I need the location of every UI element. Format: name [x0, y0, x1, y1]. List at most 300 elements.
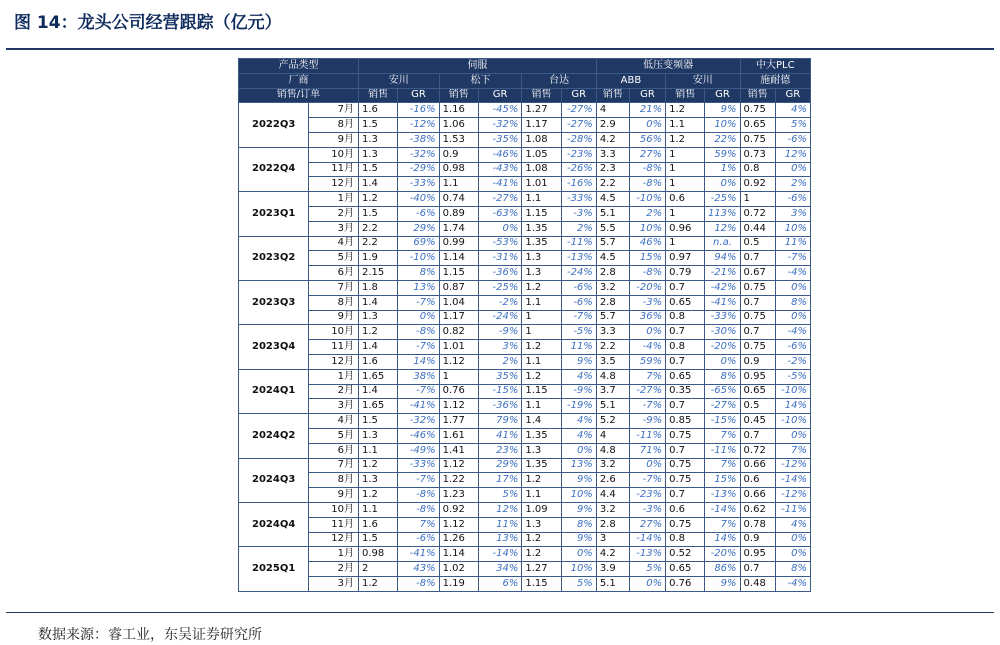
header-row-category: [239, 59, 811, 74]
sales-cell: 1.3: [358, 310, 397, 325]
table-row: [239, 118, 811, 133]
growth-cell: 0%: [775, 280, 810, 295]
growth-cell: 56%: [629, 132, 665, 147]
growth-cell: -6%: [398, 532, 439, 547]
growth-cell: 35%: [478, 369, 521, 384]
top-rule: [6, 48, 994, 50]
growth-cell: 34%: [478, 562, 521, 577]
sales-cell: 1: [666, 206, 705, 221]
growth-cell: -30%: [705, 325, 740, 340]
growth-cell: -28%: [561, 132, 596, 147]
quarter-label: 2025Q1: [239, 547, 309, 591]
sales-cell: 0.8: [666, 310, 705, 325]
sales-cell: 0.7: [666, 325, 705, 340]
sales-cell: 0.95: [740, 369, 775, 384]
sales-cell: 1.4: [358, 177, 397, 192]
growth-cell: 13%: [561, 458, 596, 473]
table-row: [239, 132, 811, 147]
growth-cell: 29%: [398, 221, 439, 236]
source-note: 数据来源：睿工业，东吴证券研究所: [38, 627, 262, 643]
sales-cell: 0.73: [740, 147, 775, 162]
growth-cell: -27%: [478, 192, 521, 207]
growth-cell: 14%: [775, 399, 810, 414]
quarter-label: 2023Q3: [239, 280, 309, 324]
sales-cell: 1.04: [439, 295, 478, 310]
growth-cell: 2%: [561, 221, 596, 236]
growth-cell: 15%: [705, 473, 740, 488]
sales-cell: 1.2: [522, 340, 561, 355]
sales-cell: 1: [666, 236, 705, 251]
sales-cell: 2.3: [596, 162, 629, 177]
sales-header: 销售: [596, 88, 629, 103]
growth-cell: -45%: [478, 103, 521, 118]
sales-cell: 1.2: [358, 488, 397, 503]
sales-header: 销售: [522, 88, 561, 103]
vendor-header: 安川: [666, 73, 740, 88]
sales-cell: 0.9: [439, 147, 478, 162]
sales-cell: 0.98: [439, 162, 478, 177]
sales-cell: 1.4: [358, 295, 397, 310]
growth-cell: -35%: [478, 132, 521, 147]
sales-cell: 5.2: [596, 414, 629, 429]
sales-cell: 0.96: [666, 221, 705, 236]
growth-cell: -9%: [561, 384, 596, 399]
table-row: [239, 192, 811, 207]
table-row: [239, 147, 811, 162]
growth-cell: -7%: [629, 399, 665, 414]
sales-cell: 0.97: [666, 251, 705, 266]
growth-cell: -8%: [398, 488, 439, 503]
gr-header: GR: [629, 88, 665, 103]
sales-cell: 3: [596, 532, 629, 547]
growth-cell: 10%: [629, 221, 665, 236]
growth-cell: 41%: [478, 428, 521, 443]
sales-cell: 1: [522, 325, 561, 340]
growth-cell: 79%: [478, 414, 521, 429]
growth-cell: -12%: [775, 458, 810, 473]
growth-cell: 7%: [775, 443, 810, 458]
growth-cell: 13%: [478, 532, 521, 547]
growth-cell: -33%: [705, 310, 740, 325]
sales-cell: 1.3: [358, 147, 397, 162]
sales-cell: 1.15: [522, 576, 561, 591]
growth-cell: 0%: [705, 354, 740, 369]
growth-cell: -21%: [705, 266, 740, 281]
growth-cell: -4%: [775, 576, 810, 591]
growth-cell: 113%: [705, 206, 740, 221]
sales-cell: 0.74: [439, 192, 478, 207]
sales-cell: 1.23: [439, 488, 478, 503]
month-label: 9月: [309, 488, 359, 503]
growth-cell: -23%: [629, 488, 665, 503]
quarter-label: 2024Q1: [239, 369, 309, 413]
figure-title: 图 14：龙头公司经营跟踪（亿元）: [14, 13, 282, 33]
growth-cell: 0%: [629, 118, 665, 133]
growth-cell: -27%: [561, 118, 596, 133]
growth-cell: -4%: [629, 340, 665, 355]
growth-cell: -5%: [775, 369, 810, 384]
growth-cell: -7%: [561, 310, 596, 325]
growth-cell: -14%: [775, 473, 810, 488]
quarter-label: 2022Q3: [239, 103, 309, 147]
table-row: [239, 369, 811, 384]
growth-cell: 8%: [398, 266, 439, 281]
growth-cell: -8%: [629, 266, 665, 281]
month-label: 2月: [309, 562, 359, 577]
sales-cell: 5.7: [596, 310, 629, 325]
sales-cell: 1.4: [358, 340, 397, 355]
growth-cell: -7%: [775, 251, 810, 266]
sales-cell: 0.99: [439, 236, 478, 251]
month-label: 3月: [309, 399, 359, 414]
sales-cell: 1.3: [358, 428, 397, 443]
growth-cell: 7%: [705, 458, 740, 473]
growth-cell: -43%: [478, 162, 521, 177]
sales-cell: 1.5: [358, 118, 397, 133]
growth-cell: -6%: [398, 206, 439, 221]
growth-cell: 15%: [629, 251, 665, 266]
sales-cell: 3.3: [596, 325, 629, 340]
growth-cell: -7%: [398, 295, 439, 310]
growth-cell: 10%: [705, 118, 740, 133]
growth-cell: -2%: [478, 295, 521, 310]
sales-cell: 0.72: [740, 206, 775, 221]
sales-cell: 0.7: [666, 399, 705, 414]
growth-cell: -32%: [398, 147, 439, 162]
sales-cell: 0.65: [666, 369, 705, 384]
sales-cell: 1.12: [439, 517, 478, 532]
growth-cell: -4%: [775, 325, 810, 340]
growth-cell: -10%: [629, 192, 665, 207]
sales-cell: 2.8: [596, 295, 629, 310]
growth-cell: 59%: [629, 354, 665, 369]
growth-cell: 27%: [629, 517, 665, 532]
sales-cell: 1.2: [358, 458, 397, 473]
growth-cell: -13%: [629, 547, 665, 562]
growth-cell: 71%: [629, 443, 665, 458]
sales-cell: 2: [358, 562, 397, 577]
sales-cell: 1.27: [522, 562, 561, 577]
category-header: 低压变频器: [596, 59, 740, 74]
table-row: [239, 562, 811, 577]
growth-cell: -42%: [705, 280, 740, 295]
growth-cell: -11%: [629, 428, 665, 443]
growth-cell: 0%: [629, 576, 665, 591]
month-label: 5月: [309, 251, 359, 266]
sales-cell: 0.66: [740, 458, 775, 473]
sales-cell: 1.01: [439, 340, 478, 355]
sales-cell: 1.2: [666, 132, 705, 147]
growth-cell: -3%: [561, 206, 596, 221]
growth-cell: 7%: [398, 517, 439, 532]
table-row: [239, 458, 811, 473]
sales-cell: 1.12: [439, 354, 478, 369]
sales-cell: 0.92: [439, 502, 478, 517]
sales-cell: 0.35: [666, 384, 705, 399]
sales-cell: 1.1: [522, 192, 561, 207]
sales-cell: 0.92: [740, 177, 775, 192]
sales-cell: 0.75: [740, 310, 775, 325]
growth-cell: 8%: [775, 295, 810, 310]
growth-cell: -25%: [478, 280, 521, 295]
sales-cell: 0.95: [740, 547, 775, 562]
sales-cell: 0.67: [740, 266, 775, 281]
sales-cell: 5.1: [596, 206, 629, 221]
growth-cell: -7%: [398, 473, 439, 488]
sales-cell: 0.75: [740, 340, 775, 355]
sales-cell: 1.5: [358, 532, 397, 547]
sales-cell: 1.35: [522, 221, 561, 236]
sales-cell: 1: [666, 162, 705, 177]
growth-cell: 12%: [775, 147, 810, 162]
sales-cell: 0.5: [740, 236, 775, 251]
growth-cell: -46%: [398, 428, 439, 443]
growth-cell: 2%: [629, 206, 665, 221]
month-label: 7月: [309, 458, 359, 473]
growth-cell: -41%: [705, 295, 740, 310]
sales-cell: 0.87: [439, 280, 478, 295]
growth-cell: -27%: [705, 399, 740, 414]
growth-cell: -8%: [629, 162, 665, 177]
sales-cell: 1.4: [522, 414, 561, 429]
sales-cell: 0.75: [666, 517, 705, 532]
growth-cell: -12%: [775, 488, 810, 503]
quarter-label: 2024Q3: [239, 458, 309, 502]
sales-header: 销售: [666, 88, 705, 103]
growth-cell: -24%: [561, 266, 596, 281]
gr-header: GR: [775, 88, 810, 103]
sales-cell: 2.9: [596, 118, 629, 133]
sales-header: 销售: [358, 88, 397, 103]
month-label: 3月: [309, 576, 359, 591]
growth-cell: 4%: [775, 103, 810, 118]
sales-cell: 1.14: [439, 547, 478, 562]
month-label: 7月: [309, 280, 359, 295]
sales-cell: 0.79: [666, 266, 705, 281]
sales-cell: 1.3: [358, 132, 397, 147]
sales-cell: 0.7: [740, 295, 775, 310]
growth-cell: 43%: [398, 562, 439, 577]
growth-cell: -14%: [478, 547, 521, 562]
growth-cell: 9%: [561, 354, 596, 369]
growth-cell: 14%: [398, 354, 439, 369]
sales-cell: 1.3: [358, 473, 397, 488]
month-label: 7月: [309, 103, 359, 118]
table-row: [239, 266, 811, 281]
growth-cell: 5%: [561, 576, 596, 591]
sales-cell: 1.2: [358, 576, 397, 591]
month-label: 8月: [309, 295, 359, 310]
growth-cell: 12%: [478, 502, 521, 517]
sales-cell: 0.6: [666, 192, 705, 207]
sales-cell: 0.6: [666, 502, 705, 517]
sales-cell: 1: [666, 147, 705, 162]
sales-cell: 0.8: [740, 162, 775, 177]
month-label: 11月: [309, 162, 359, 177]
growth-cell: -6%: [561, 280, 596, 295]
quarter-label: 2023Q2: [239, 236, 309, 280]
sales-cell: 1.1: [522, 399, 561, 414]
growth-cell: 29%: [478, 458, 521, 473]
growth-cell: -32%: [398, 414, 439, 429]
month-label: 12月: [309, 354, 359, 369]
growth-cell: -53%: [478, 236, 521, 251]
growth-cell: -10%: [775, 414, 810, 429]
growth-cell: 2%: [775, 177, 810, 192]
month-label: 12月: [309, 177, 359, 192]
growth-cell: -13%: [705, 488, 740, 503]
growth-cell: -24%: [478, 310, 521, 325]
sales-cell: 1.14: [439, 251, 478, 266]
month-label: 10月: [309, 502, 359, 517]
sales-cell: 0.65: [666, 562, 705, 577]
sales-header: 销售: [740, 88, 775, 103]
growth-cell: 4%: [561, 428, 596, 443]
growth-cell: 69%: [398, 236, 439, 251]
month-label: 1月: [309, 369, 359, 384]
sales-cell: 5.1: [596, 576, 629, 591]
table-row: [239, 517, 811, 532]
growth-cell: -15%: [478, 384, 521, 399]
table-row: [239, 280, 811, 295]
sales-cell: 0.7: [740, 428, 775, 443]
growth-cell: -13%: [561, 251, 596, 266]
vendor-header: 台达: [522, 73, 596, 88]
month-label: 6月: [309, 443, 359, 458]
sales-cell: 3.2: [596, 458, 629, 473]
sales-cell: 0.7: [666, 280, 705, 295]
sales-cell: 0.44: [740, 221, 775, 236]
growth-cell: 94%: [705, 251, 740, 266]
growth-cell: -8%: [398, 325, 439, 340]
sales-cell: 0.7: [740, 325, 775, 340]
growth-cell: -3%: [629, 502, 665, 517]
growth-cell: -11%: [775, 502, 810, 517]
sales-cell: 1.2: [522, 280, 561, 295]
vendor-header: 安川: [358, 73, 439, 88]
quarter-label: 2023Q1: [239, 192, 309, 236]
sales-cell: 4.2: [596, 132, 629, 147]
growth-cell: -15%: [705, 414, 740, 429]
month-label: 9月: [309, 132, 359, 147]
growth-cell: -31%: [478, 251, 521, 266]
growth-cell: -10%: [775, 384, 810, 399]
gr-header: GR: [705, 88, 740, 103]
sales-cell: 1.15: [522, 384, 561, 399]
sales-cell: 1.5: [358, 162, 397, 177]
sales-cell: 1.1: [522, 295, 561, 310]
sales-cell: 1: [740, 192, 775, 207]
growth-cell: 3%: [478, 340, 521, 355]
sales-cell: 4.5: [596, 192, 629, 207]
sales-cell: 3.2: [596, 502, 629, 517]
sales-cell: 0.75: [740, 280, 775, 295]
sales-cell: 1.08: [522, 132, 561, 147]
growth-cell: 8%: [705, 369, 740, 384]
growth-cell: -25%: [705, 192, 740, 207]
growth-cell: -8%: [629, 177, 665, 192]
bottom-rule: [6, 612, 994, 613]
sales-cell: 3.2: [596, 280, 629, 295]
table-row: [239, 310, 811, 325]
sales-cell: 2.15: [358, 266, 397, 281]
sales-cell: 0.62: [740, 502, 775, 517]
sales-cell: 1.1: [358, 502, 397, 517]
growth-cell: 8%: [561, 517, 596, 532]
quarter-label: 2024Q2: [239, 414, 309, 458]
growth-cell: -12%: [398, 118, 439, 133]
growth-cell: 38%: [398, 369, 439, 384]
sales-cell: 0.75: [666, 473, 705, 488]
sales-cell: 2.2: [596, 340, 629, 355]
growth-cell: -27%: [561, 103, 596, 118]
sales-cell: 0.75: [740, 132, 775, 147]
sales-cell: 0.9: [740, 532, 775, 547]
sales-cell: 1.77: [439, 414, 478, 429]
month-label: 8月: [309, 118, 359, 133]
sales-cell: 1.06: [439, 118, 478, 133]
quarter-label: 2022Q4: [239, 147, 309, 191]
month-label: 12月: [309, 532, 359, 547]
table-row: [239, 295, 811, 310]
growth-cell: 12%: [705, 221, 740, 236]
growth-cell: -46%: [478, 147, 521, 162]
growth-cell: -32%: [478, 118, 521, 133]
sales-cell: 0.89: [439, 206, 478, 221]
sales-cell: 0.8: [666, 340, 705, 355]
sales-cell: 4.4: [596, 488, 629, 503]
growth-cell: 7%: [629, 369, 665, 384]
growth-cell: -23%: [561, 147, 596, 162]
sales-cell: 1.2: [358, 325, 397, 340]
sales-cell: 4: [596, 103, 629, 118]
gr-header: GR: [398, 88, 439, 103]
sales-cell: 5.7: [596, 236, 629, 251]
growth-cell: 6%: [478, 576, 521, 591]
sales-cell: 1.2: [522, 532, 561, 547]
sales-cell: 1.2: [522, 369, 561, 384]
growth-cell: 0%: [398, 310, 439, 325]
quarter-label: 2023Q4: [239, 325, 309, 369]
quarter-label: 2024Q4: [239, 502, 309, 546]
growth-cell: -16%: [561, 177, 596, 192]
growth-cell: 1%: [705, 162, 740, 177]
sales-cell: 1.2: [666, 103, 705, 118]
sales-cell: 1.6: [358, 103, 397, 118]
growth-cell: -8%: [398, 576, 439, 591]
growth-cell: 2%: [478, 354, 521, 369]
vendor-header: 施耐德: [740, 73, 810, 88]
growth-cell: -41%: [398, 399, 439, 414]
tracking-table: [238, 58, 811, 592]
growth-cell: 8%: [775, 562, 810, 577]
growth-cell: -40%: [398, 192, 439, 207]
sales-cell: 0.7: [666, 354, 705, 369]
table-body: [239, 103, 811, 591]
growth-cell: 7%: [705, 428, 740, 443]
month-label: 6月: [309, 266, 359, 281]
sales-cell: 1.09: [522, 502, 561, 517]
growth-cell: 0%: [775, 428, 810, 443]
month-label: 1月: [309, 192, 359, 207]
growth-cell: 0%: [775, 310, 810, 325]
growth-cell: 14%: [705, 532, 740, 547]
sales-cell: 1.2: [522, 473, 561, 488]
growth-cell: -7%: [398, 384, 439, 399]
growth-cell: 9%: [561, 502, 596, 517]
growth-cell: -65%: [705, 384, 740, 399]
growth-cell: 59%: [705, 147, 740, 162]
